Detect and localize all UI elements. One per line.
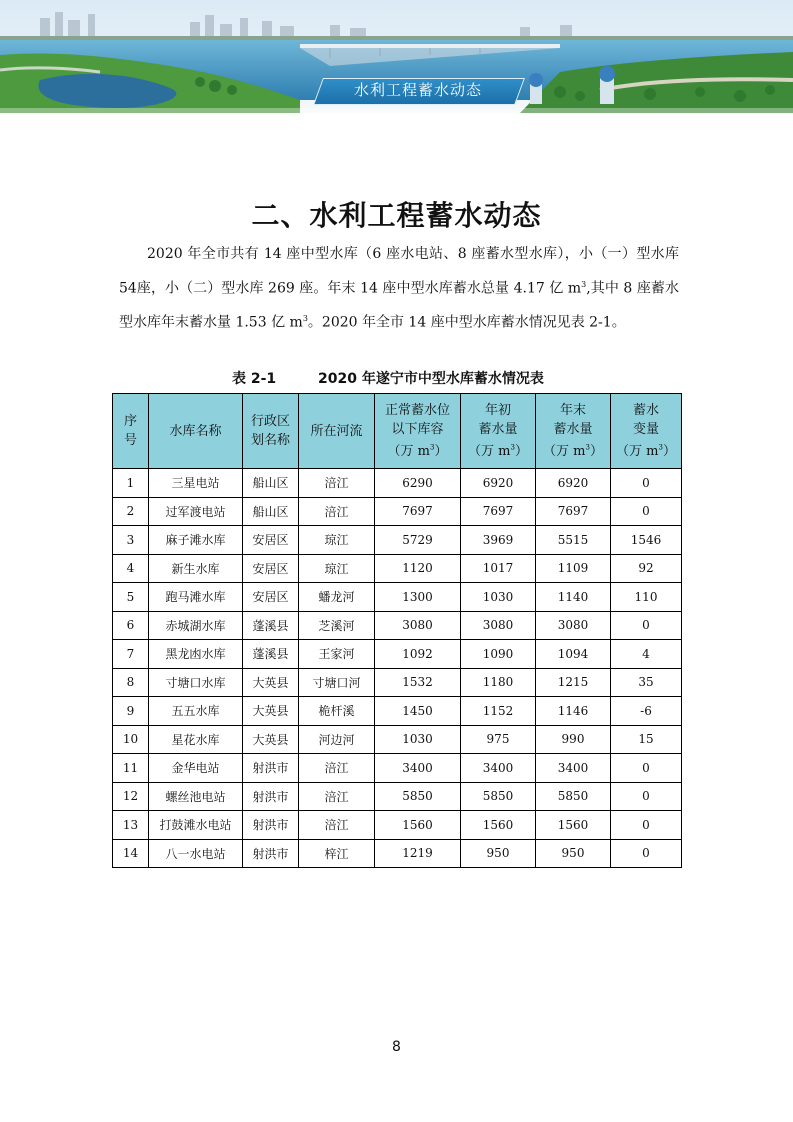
section-title: 二、水利工程蓄水动态: [251, 199, 542, 232]
para-seg3: 。2020 年全市 14 座中型水库蓄水情况见表 2-1。: [307, 314, 626, 331]
table-row: 1 三星电站 船山区 涪江 6290 6920 6920 0: [113, 469, 682, 498]
header-storage-change: 蓄水 变量 （万 $m^3$）: [611, 394, 682, 469]
table-row: 10 星花水库 大英县 河边河 1030 975 990 15: [113, 725, 682, 754]
table-number: 表 2-1: [232, 371, 277, 387]
para-seg1: 2020 年全市共有 14 座中型水库（6 座水电站、8 座蓄水型水库），小（一）型水库 54座，小（二）型水库 269 座。年末 14 座中型水库蓄水总量 4.17 亿 m: [119, 246, 679, 297]
header-end-storage: 年末 蓄水量 （万 $m^3$）: [536, 394, 611, 469]
table-row: 9 五五水库 大英县 桅杆溪 1450 1152 1146 -6: [113, 697, 682, 726]
table-row: 13 打鼓滩水电站 射洪市 涪江 1560 1560 1560 0: [113, 811, 682, 840]
page-number: 8: [392, 1039, 401, 1055]
para-sup1: 3: [581, 279, 587, 289]
table-row: 7 黑龙凼水库 蓬溪县 王家河 1092 1090 1094 4: [113, 640, 682, 669]
para-seg2: ,其中 8 座蓄水型水库年末蓄水量 1.53 亿 m: [119, 280, 679, 331]
header-name: 水库名称: [149, 394, 243, 469]
table-header-row: [113, 394, 682, 469]
table-row: 8 寸塘口水库 大英县 寸塘口河 1532 1180 1215 35: [113, 668, 682, 697]
table-row: 12 螺丝池电站 射洪市 涪江 5850 5850 5850 0: [113, 782, 682, 811]
table-row: 14 八一水电站 射洪市 梓江 1219 950 950 0: [113, 839, 682, 868]
reservoir-table: [112, 393, 682, 868]
header-seq: 序 号: [113, 394, 149, 469]
intro-paragraph: [119, 240, 679, 338]
header-river: 所在河流: [299, 394, 375, 469]
para-sup2: 3: [302, 313, 308, 323]
table-title: 2020 年遂宁市中型水库蓄水情况表: [318, 371, 544, 387]
table-row: 4 新生水库 安居区 琼江 1120 1017 1109 92: [113, 554, 682, 583]
table-row: 3 麻子滩水库 安居区 琼江 5729 3969 5515 1546: [113, 526, 682, 555]
header-normal-capacity: 正常蓄水位 以下库容 （万 $m^3$）: [375, 394, 461, 469]
banner-label: 水利工程蓄水动态: [353, 81, 482, 99]
table-row: 5 跑马滩水库 安居区 蟠龙河 1300 1030 1140 110: [113, 583, 682, 612]
table-row: 6 赤城湖水库 蓬溪县 芝溪河 3080 3080 3080 0: [113, 611, 682, 640]
table-row: 11 金华电站 射洪市 涪江 3400 3400 3400 0: [113, 754, 682, 783]
header-start-storage: 年初 蓄水量 （万 $m^3$）: [461, 394, 536, 469]
table-row: 2 过军渡电站 船山区 涪江 7697 7697 7697 0: [113, 497, 682, 526]
header-district: 行政区 划名称: [243, 394, 299, 469]
header-banner: [0, 0, 793, 113]
